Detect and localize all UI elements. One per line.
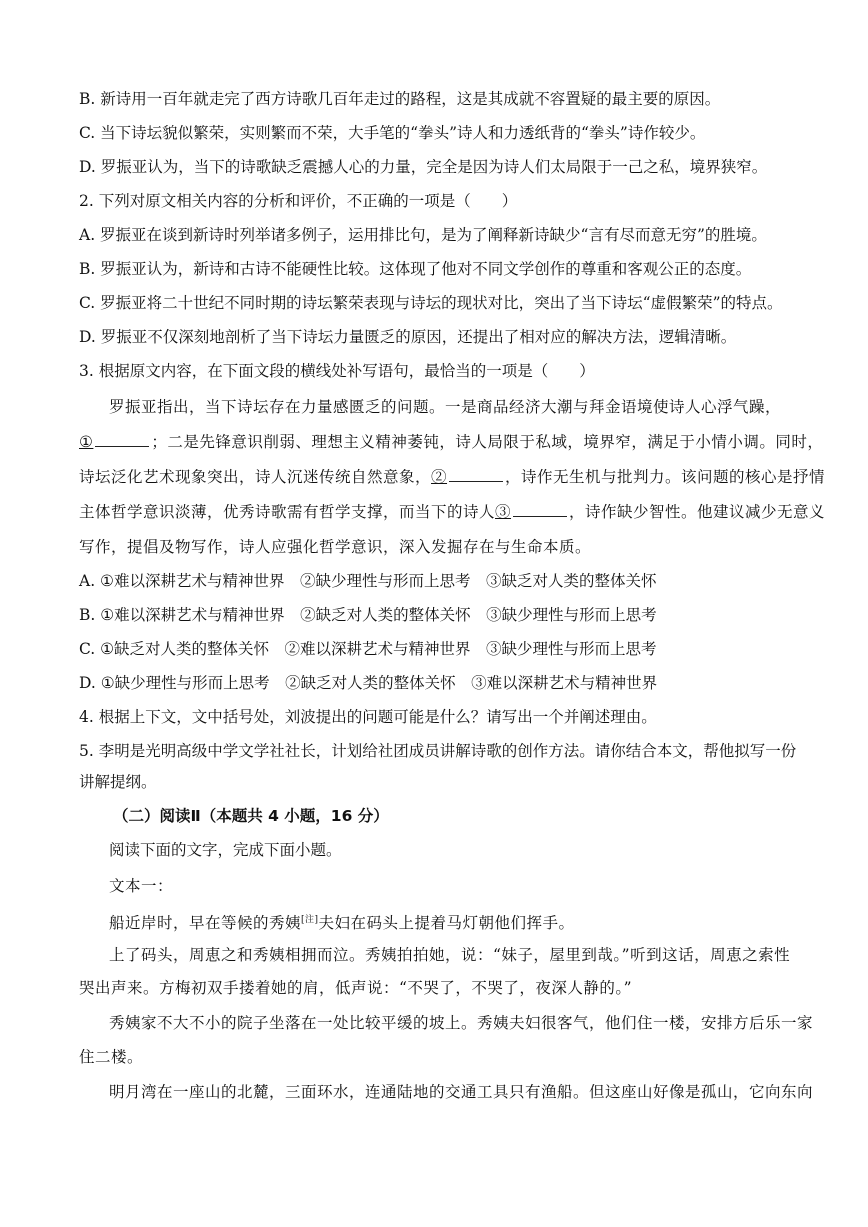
q2-stem: 2. 下列对原文相关内容的分析和评价，不正确的一项是（ ） (79, 192, 518, 210)
story-paragraph-4-line-1: 明月湾在一座山的北麓，三面环水，连通陆地的交通工具只有渔船。但这座山好像是孤山，它向东向 (109, 1083, 814, 1101)
story-paragraph-3-line-2: 住二楼。 (79, 1048, 144, 1066)
q1-option-c: C. 当下诗坛貌似繁荣，实则繁而不荣，大手笔的“拳头”诗人和力透纸背的“拳头”诗作较少。 (79, 124, 706, 142)
q5-stem-line-2: 讲解提纲。 (79, 773, 157, 791)
story-paragraph-3-line-1: 秀姨家不大不小的院子坐落在一处比较平缓的坡上。秀姨夫妇很客气，他们住一楼，安排方后乐一家 (109, 1014, 814, 1032)
q1-option-b: B. 新诗用一百年就走完了西方诗歌几百年走过的路程，这是其成就不容置疑的最主要的原因。 (79, 90, 721, 108)
q2-option-b: B. 罗振亚认为，新诗和古诗不能硬性比较。这体现了他对不同文学创作的尊重和客观公正的态度。 (79, 260, 752, 278)
q3-passage-line-3 (79, 467, 826, 487)
q3-passage-line-3-b: ，诗作无生机与批判力。该问题的核心是抒情 (505, 468, 826, 486)
text1-label: 文本一： (109, 877, 174, 895)
q3-stem: 3. 根据原文内容，在下面文段的横线处补写语句，最恰当的一项是（ ） (79, 362, 595, 380)
q4-stem: 4. 根据上下文，文中括号处，刘波提出的问题可能是什么？请写出一个并阐述理由。 (79, 708, 657, 726)
q3-option-c: C. ①缺乏对人类的整体关怀 ②难以深耕艺术与精神世界 ③缺少理性与形而上思考 (79, 640, 657, 658)
story-paragraph-1-a: 船近岸时，早在等候的秀姨 (109, 914, 302, 933)
q3-passage-line-5: 写作，提倡及物写作，诗人应强化哲学意识，深入发掘存在与生命本质。 (79, 538, 592, 556)
blank-marker-2: ② (431, 468, 448, 486)
blank-marker-3: ③ (495, 503, 512, 521)
section-heading: （二）阅读Ⅱ（本题共 4 小题，16 分） (113, 807, 389, 825)
blank-marker-1: ① (79, 433, 94, 451)
q3-option-d: D. ①缺少理性与形而上思考 ②缺乏对人类的整体关怀 ③难以深耕艺术与精神世界 (79, 674, 658, 692)
q5-stem-line-1: 5. 李明是光明高级中学文学社社长，计划给社团成员讲解诗歌的创作方法。请你结合本文，帮他拟写一份 (79, 742, 797, 760)
q3-passage-line-1: 罗振亚指出，当下诗坛存在力量感匮乏的问题。一是商品经济大潮与拜金语境使诗人心浮气躁， (109, 398, 782, 416)
reading-instruction: 阅读下面的文字，完成下面小题。 (109, 841, 342, 859)
q2-option-d: D. 罗振亚不仅深刻地剖析了当下诗坛力量匮乏的原因，还提出了相对应的解决方法，逻辑清晰。 (79, 328, 737, 346)
q3-passage-line-2 (79, 432, 824, 452)
story-paragraph-2-line-1: 上了码头，周恵之和秀姨相拥而泣。秀姨拍拍她，说：“妹子，屋里到哉。”听到这话，周恵之索性 (109, 946, 791, 964)
blank-line-1 (95, 432, 149, 447)
q3-option-a: A. ①难以深耕艺术与精神世界 ②缺少理性与形而上思考 ③缺乏对人类的整体关怀 (79, 572, 657, 590)
story-paragraph-2-line-2: 哭出声来。方梅初双手搂着她的肩，低声说：“不哭了，不哭了，夜深人静的。” (79, 979, 633, 997)
q3-passage-line-3-a: 诗坛泛化艺术现象突出，诗人沉迷传统自然意象， (79, 468, 432, 486)
q2-option-a: A. 罗振亚在谈到新诗时列举诸多例子，运用排比句，是为了阐释新诗缺少“言有尽而意无穷”的胜境。 (79, 226, 767, 244)
q3-passage-line-4-b: ，诗作缺少智性。他建议减少无意义 (569, 503, 826, 521)
q1-option-d: D. 罗振亚认为，当下的诗歌缺乏震撼人心的力量，完全是因为诗人们太局限于一己之私，境界狭窄。 (79, 158, 768, 176)
blank-line-2 (449, 467, 503, 482)
q2-option-c: C. 罗振亚将二十世纪不同时期的诗坛繁荣表现与诗坛的现状对比，突出了当下诗坛“虚假繁荣”的特点。 (79, 294, 783, 312)
q3-passage-line-4 (79, 502, 826, 522)
q3-option-b: B. ①难以深耕艺术与精神世界 ②缺乏对人类的整体关怀 ③缺少理性与形而上思考 (79, 606, 657, 624)
blank-line-3 (513, 502, 567, 517)
footnote-marker: [注] (301, 915, 319, 925)
q3-passage-line-4-a: 主体哲学意识淡薄，优秀诗歌需有哲学支撑，而当下的诗人 (79, 503, 496, 521)
story-paragraph-1-b: 夫妇在码头上提着马灯朝他们挥手。 (318, 914, 575, 933)
story-paragraph-1 (109, 910, 829, 933)
q3-passage-line-2-text: ；二是先锋意识削弱、理想主义精神萎钝，诗人局限于私域，境界窄，满足于小情小调。同时， (151, 433, 824, 451)
